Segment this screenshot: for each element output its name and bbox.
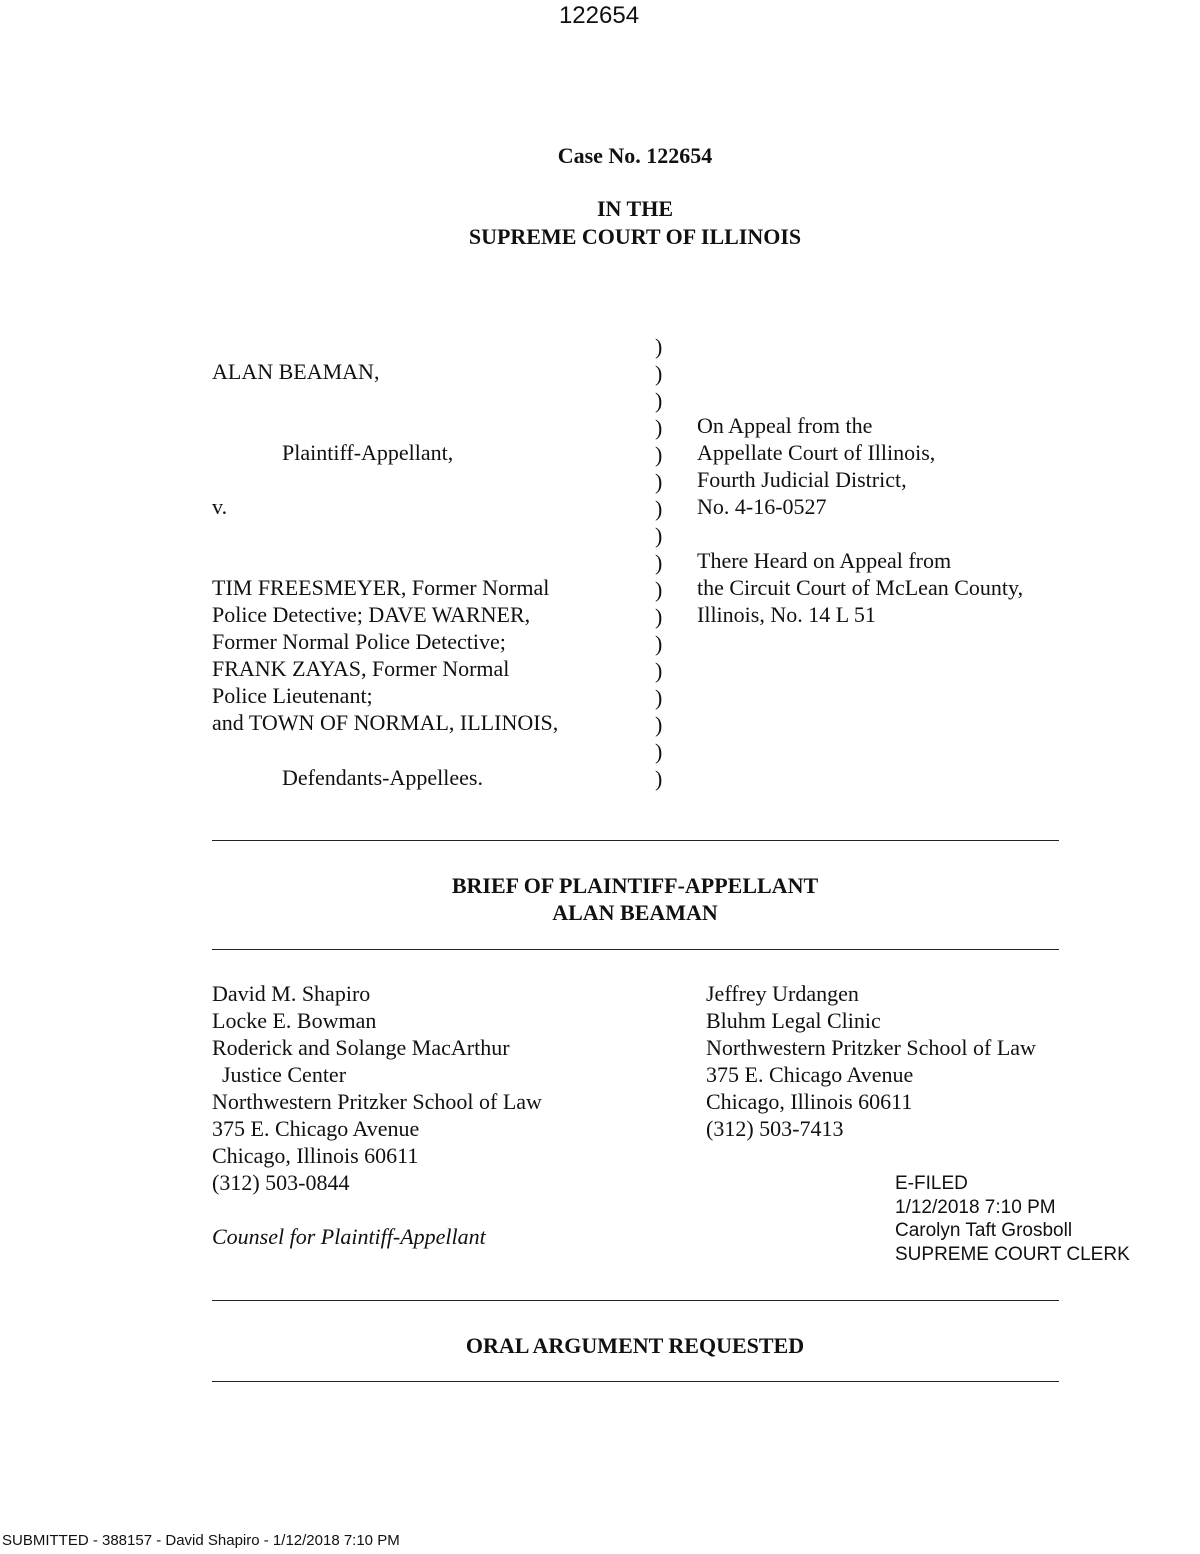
counsel-left xyxy=(212,980,542,1196)
counsel-for: Counsel for Plaintiff-Appellant xyxy=(212,1224,486,1249)
counsel-line: Justice Center xyxy=(222,1062,347,1087)
counsel-line: Jeffrey Urdangen xyxy=(706,981,859,1006)
counsel-line: David M. Shapiro xyxy=(212,981,371,1006)
defendant-line: and TOWN OF NORMAL, ILLINOIS, xyxy=(212,710,559,735)
counsel-line: Locke E. Bowman xyxy=(212,1008,377,1033)
caption-paren: ) xyxy=(655,685,663,710)
appeal-line: Appellate Court of Illinois, xyxy=(697,440,936,465)
appeal-heard xyxy=(697,547,1023,628)
counsel-line: Northwestern Pritzker School of Law xyxy=(706,1035,1036,1060)
divider-rule xyxy=(212,1300,1059,1301)
versus: v. xyxy=(212,494,228,519)
submitted-footer: SUBMITTED - 388157 - David Shapiro - 1/12/2018 7:10 PM xyxy=(2,1532,400,1549)
caption-paren: ) xyxy=(655,631,663,656)
caption-paren: ) xyxy=(655,658,663,683)
caption-paren: ) xyxy=(655,388,663,413)
court-line-1: IN THE xyxy=(596,196,673,221)
caption-paren: ) xyxy=(655,766,663,791)
caption-parenthesis-column xyxy=(655,333,662,792)
appeal-from xyxy=(697,412,935,520)
caption-paren: ) xyxy=(655,361,663,386)
appeal-line: Fourth Judicial District, xyxy=(697,467,907,492)
counsel-line: (312) 503-7413 xyxy=(706,1116,844,1141)
caption-paren: ) xyxy=(655,442,663,467)
caption-paren: ) xyxy=(655,334,663,359)
appeal-line: the Circuit Court of McLean County, xyxy=(697,575,1024,600)
plaintiff-name: ALAN BEAMAN, xyxy=(212,359,380,384)
counsel-line: Chicago, Illinois 60611 xyxy=(706,1089,913,1114)
defendant-line: TIM FREESMEYER, Former Normal xyxy=(212,575,550,600)
counsel-line: Bluhm Legal Clinic xyxy=(706,1008,881,1033)
caption-paren: ) xyxy=(655,496,663,521)
defendants-role: Defendants-Appellees. xyxy=(282,765,483,790)
counsel-line: Roderick and Solange MacArthur xyxy=(212,1035,510,1060)
divider-rule xyxy=(212,949,1059,950)
defendant-line: Former Normal Police Detective; xyxy=(212,629,506,654)
counsel-line: 375 E. Chicago Avenue xyxy=(706,1062,914,1087)
caption-paren: ) xyxy=(655,604,663,629)
appeal-line: No. 4-16-0527 xyxy=(697,494,827,519)
divider-rule xyxy=(212,840,1059,841)
stamp-line: E-FILED xyxy=(895,1173,968,1194)
defendant-line: Police Detective; DAVE WARNER, xyxy=(212,602,531,627)
counsel-line: Northwestern Pritzker School of Law xyxy=(212,1089,542,1114)
counsel-line: 375 E. Chicago Avenue xyxy=(212,1116,420,1141)
efile-stamp xyxy=(895,1172,1130,1266)
counsel-line: Chicago, Illinois 60611 xyxy=(212,1143,419,1168)
oral-argument: ORAL ARGUMENT REQUESTED xyxy=(465,1333,805,1358)
defendants-list xyxy=(212,574,558,736)
stamp-line: SUPREME COURT CLERK xyxy=(895,1243,1130,1265)
plaintiff-role: Plaintiff-Appellant, xyxy=(282,440,454,465)
appeal-line: On Appeal from the xyxy=(697,413,873,438)
caption-paren: ) xyxy=(655,577,663,602)
caption-paren: ) xyxy=(655,415,663,440)
caption-paren: ) xyxy=(655,712,663,737)
defendant-line: FRANK ZAYAS, Former Normal xyxy=(212,656,510,681)
defendant-line: Police Lieutenant; xyxy=(212,683,373,708)
brief-title-line-1: BRIEF OF PLAINTIFF-APPELLANT xyxy=(451,873,819,898)
appeal-line: There Heard on Appeal from xyxy=(697,548,952,573)
counsel-right xyxy=(706,980,1036,1142)
case-number: Case No. 122654 xyxy=(557,143,713,168)
stamp-line: Carolyn Taft Grosboll xyxy=(895,1220,1073,1241)
caption-paren: ) xyxy=(655,550,663,575)
caption-paren: ) xyxy=(655,739,663,764)
divider-rule xyxy=(212,1381,1059,1382)
court-name: SUPREME COURT OF ILLINOIS xyxy=(468,224,802,249)
caption-paren: ) xyxy=(655,523,663,548)
brief-title-line-2: ALAN BEAMAN xyxy=(552,900,718,925)
counsel-line: (312) 503-0844 xyxy=(212,1170,350,1195)
document-number: 122654 xyxy=(558,2,640,29)
stamp-line: 1/12/2018 7:10 PM xyxy=(895,1196,1056,1218)
appeal-line: Illinois, No. 14 L 51 xyxy=(697,602,876,627)
caption-paren: ) xyxy=(655,469,663,494)
